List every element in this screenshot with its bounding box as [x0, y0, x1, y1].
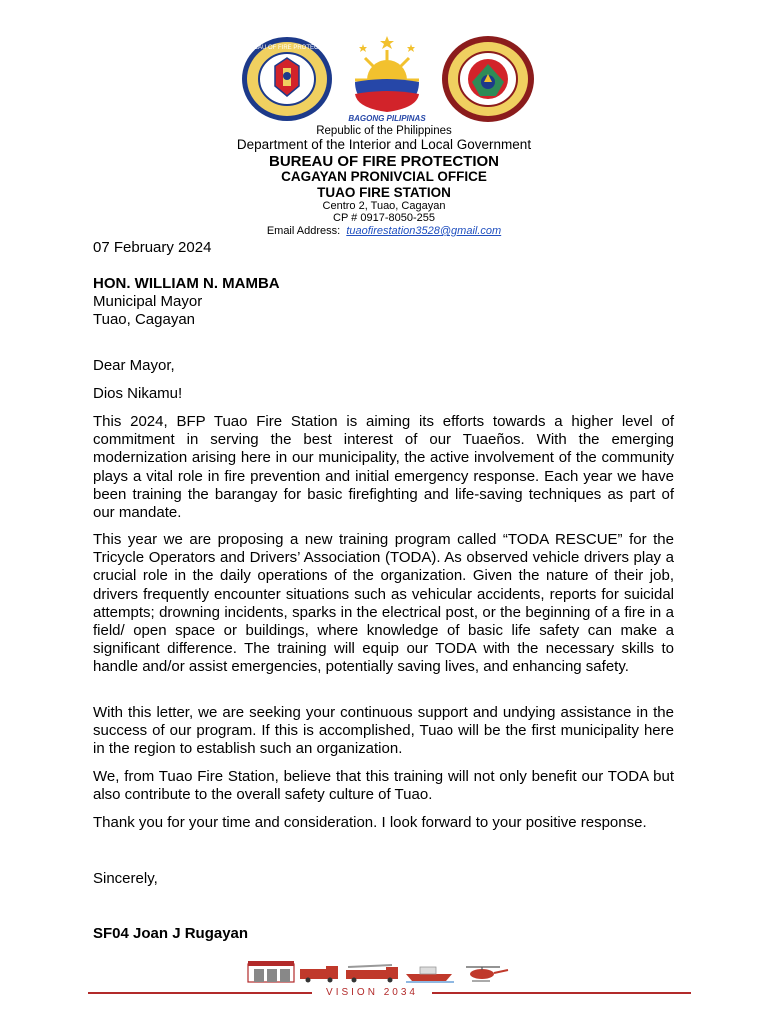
greeting: Dios Nikamu! — [93, 385, 183, 402]
salutation: Dear Mayor, — [93, 357, 175, 374]
bagong-pilipinas-logo — [341, 32, 433, 124]
republic-line: Republic of the Philippines — [316, 125, 452, 137]
station-cellphone: CP # 0917-8050-255 — [333, 212, 435, 224]
bureau-title: BUREAU OF FIRE PROTECTION — [268, 153, 499, 170]
station-title: TUAO FIRE STATION — [317, 185, 451, 200]
recipient-name: HON. WILLIAM N. MAMBA — [93, 275, 280, 292]
footer-rule-left — [88, 992, 312, 994]
provincial-office-title: CAGAYAN PRONIVCIAL OFFICE — [281, 169, 487, 184]
letter-date: 07 February 2024 — [93, 239, 212, 256]
helicopter-icon — [466, 967, 508, 981]
rescue-boat-icon — [406, 967, 454, 982]
body-paragraph-4: We, from Tuao Fire Station, believe that this training will not only benefit our TODA but also contribute to the overall safety culture of Tuao. — [93, 768, 674, 804]
body-paragraph-5: Thank you for your time and consideration. I look forward to your positive response. — [93, 814, 647, 831]
signatory-name: SF04 Joan J Rugayan — [93, 925, 249, 942]
recipient-title: Municipal Mayor — [93, 293, 203, 310]
body-paragraph-3: With this letter, we are seeking your continuous support and undying assistance in the success of our program. If this is accomplished, Tuao will be the first municipality here in the region to establish such an organization. — [93, 704, 674, 758]
ladder-truck-icon — [346, 965, 398, 983]
station-address: Centro 2, Tuao, Cagayan — [322, 200, 446, 212]
cagayan-bfp-seal-logo — [440, 34, 536, 124]
email-line — [0, 225, 768, 237]
fire-truck-icon — [300, 966, 338, 983]
footer-rule-right — [432, 992, 691, 994]
closing: Sincerely, — [93, 870, 158, 887]
recipient-location: Tuao, Cagayan — [93, 311, 196, 328]
body-paragraph-2: This year we are proposing a new training program called “TODA RESCUE” for the Tricycle Operators and Drivers’ Association (TODA). As observed vehicle drivers play a crucial role in the daily operations of the organization. Given the nature of their job, drivers frequently encounter situations such as vehicular accidents, reports for suicidal attempts; drowning incidents, sparks in the electrical post, or the beginning of a fire in a field/ open space or buildings, where knowledge of basic life safety can make a significant difference. The training will equip our TODA with the necessary skills to handle and/or assist emergencies, potentially saving lives, and enhancing safety. — [93, 531, 674, 676]
vision-2034-tagline: VISION 2034 — [326, 987, 418, 998]
email-label: Email Address: — [266, 225, 341, 237]
department-line: Department of the Interior and Local Government — [236, 137, 532, 152]
fire-station-icon — [248, 961, 294, 982]
svg-text:BUREAU OF FIRE PROTECTION: BUREAU OF FIRE PROTECTION — [241, 45, 333, 51]
fire-vehicles-illustration — [246, 958, 510, 984]
bagong-pilipinas-text: BAGONG PILIPINAS — [348, 114, 426, 123]
bfp-seal-logo — [240, 36, 334, 122]
letterhead-logos — [0, 32, 768, 124]
body-paragraph-1: This 2024, BFP Tuao Fire Station is aiming its efforts towards a higher level of commitment in serving the best interest of our Tuaeños. With the emerging modernization arising here in our municipality, the active involvement of the community plays a vital role in fire prevention and initial emergency response. Each year we have been training the barangay for basic firefighting and life-saving techniques as part of our mandate. — [93, 413, 674, 522]
email-link[interactable]: tuaofirestation3528@gmail.com — [346, 225, 502, 237]
